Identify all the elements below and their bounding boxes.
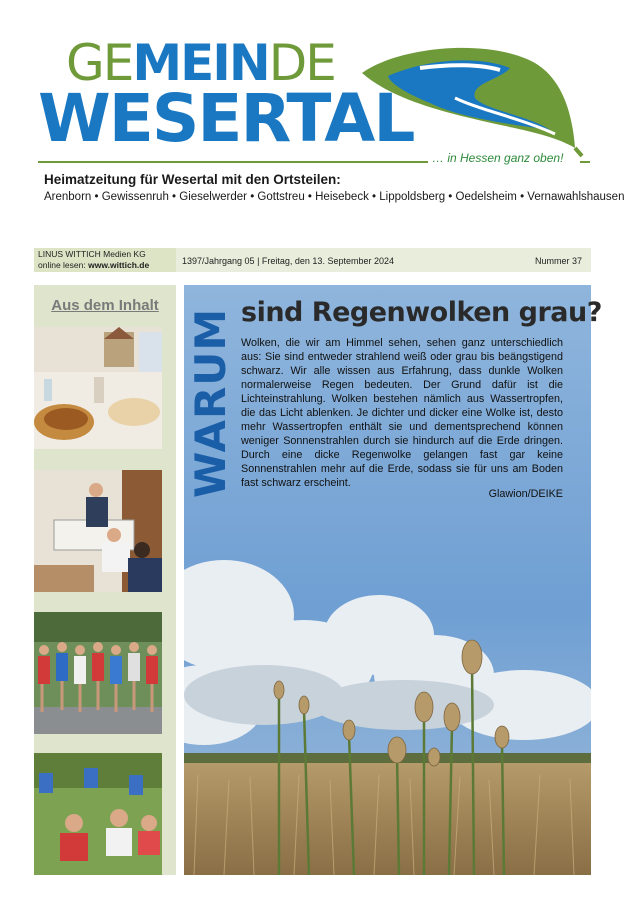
photo-presentation[interactable]: [34, 470, 162, 592]
article-body: Wolken, die wir am Himmel sehen, sehen ganz unterschiedlich aus: Sie sind entweder strahlend weiß oder grau bis beängstigend schwarz. Wir alle wissen aus Erfahrung, dass dunkle Wolken normalerweise Regen bedeuten. Der Grund dafür ist die Lichteinstrahlung. Wolken bestehen nämlich aus Wassertropfen, die das Licht ablenken. Je dichter und dicker eine Wolke ist, desto mehr Wassertropfen enthält sie und dementsprechend können weniger Sonnenstrahlen durch sie hindurch auf die Erde dringen. Durch eine dicke Regenwolke gelangen fast gar keine Sonnenstrahlen mehr auf die Erde, sodass sie für uns am Boden fast schwarz erscheint.: [241, 337, 563, 489]
issue-number: Nummer 37: [535, 256, 583, 266]
online-read: [38, 260, 149, 271]
vertical-label-warum: WARUM: [186, 307, 235, 498]
masthead-subtitle: Heimatzeitung für Wesertal mit den Ortsteilen:: [44, 172, 341, 187]
article-credit: Glawion/DEIKE: [488, 488, 563, 500]
issue-info: 1397/Jahrgang 05 | Freitag, den 13. September 2024: [182, 256, 394, 266]
photo-runners[interactable]: [34, 612, 162, 734]
online-url-link[interactable]: www.wittich.de: [88, 260, 150, 270]
publisher-name: LINUS WITTICH Medien KG: [38, 249, 146, 259]
district-list: Arenborn • Gewissenruh • Gieselwerder • Gottstreu • Heisebeck • Lippoldsberg • Oedelsheim • Vernawahlshausen: [44, 191, 625, 203]
contents-heading: Aus dem Inhalt: [51, 297, 159, 314]
slogan: … in Hessen ganz oben!: [432, 151, 564, 165]
photo-children-grass[interactable]: [34, 753, 162, 875]
title-part-mein: MEIN: [132, 34, 269, 92]
masthead-title-line2: WESERTAL: [38, 80, 414, 157]
article-headline: sind Regenwolken grau?: [241, 297, 602, 328]
masthead-rule-end: [580, 161, 590, 163]
masthead-rule: [38, 161, 428, 163]
title-part-de: DE: [268, 34, 335, 92]
title-part-ge: GE: [66, 34, 133, 92]
online-label: online lesen:: [38, 260, 86, 270]
wesertal-leaf-logo: [360, 38, 585, 158]
photo-buffet-table[interactable]: [34, 327, 162, 449]
